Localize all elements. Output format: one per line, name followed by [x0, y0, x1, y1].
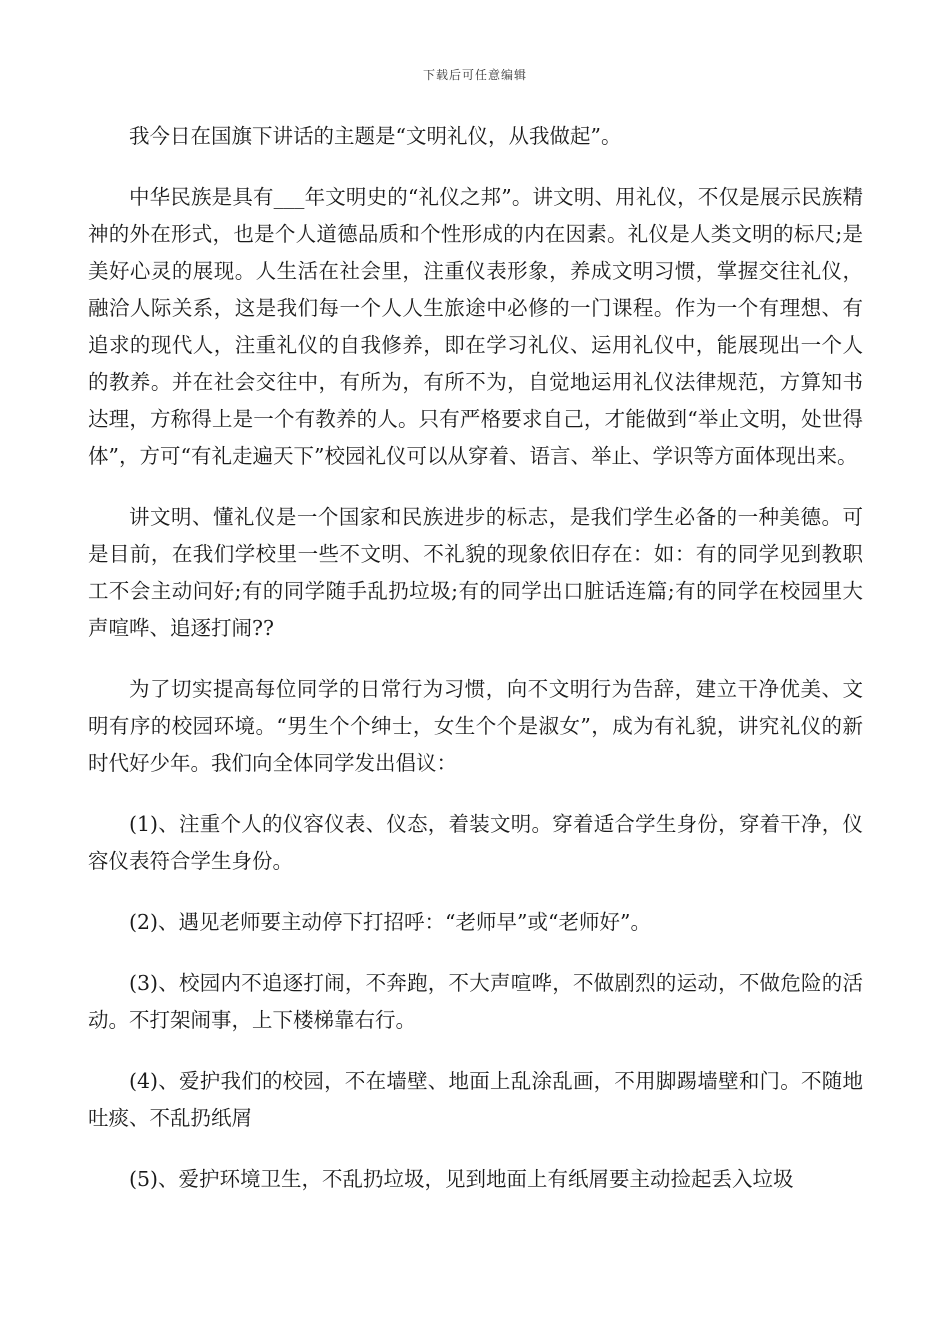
proposal-item-1: (1)、注重个人的仪容仪表、仪态，着装文明。穿着适合学生身份，穿着干净，仪容仪表符合学生身份。	[88, 812, 863, 873]
proposal-item-4: (4)、爱护我们的校园，不在墙壁、地面上乱涂乱画，不用脚踢墙壁和门。不随地吐痰、不乱扔纸屑	[88, 1069, 863, 1130]
paragraph-proposal-intro: 为了切实提高每位同学的日常行为习惯，向不文明行为告辞，建立干净优美、文明有序的校园环境。“男生个个绅士，女生个个是淑女”，成为有礼貌，讲究礼仪的新时代好少年。我们向全体同学发出倡议：	[88, 677, 863, 775]
proposal-item-3: (3)、校园内不追逐打闹，不奔跑，不大声喧哗，不做剧烈的运动，不做危险的活动。不打架闹事，上下楼梯靠右行。	[88, 971, 863, 1032]
paragraph-current-problems: 讲文明、懂礼仪是一个国家和民族进步的标志，是我们学生必备的一种美德。可是目前，在我们学校里一些不文明、不礼貌的现象依旧存在：如：有的同学见到教职工不会主动问好;有的同学随手乱扔垃圾;有的同学出口脏话连篇;有的同学在校园里大声喧哗、追逐打闹??	[88, 505, 863, 640]
paragraph-topic: 我今日在国旗下讲话的主题是“文明礼仪，从我做起”。	[129, 124, 622, 148]
proposal-item-2: (2)、遇见老师要主动停下打招呼：“老师早”或“老师好”。	[129, 910, 651, 934]
proposal-item-5: (5)、爱护环境卫生，不乱扔垃圾，见到地面上有纸屑要主动捡起丢入垃圾	[129, 1167, 794, 1191]
page-header: 下载后可任意编辑	[422, 68, 527, 82]
paragraph-etiquette-nation: 中华民族是具有___年文明史的“礼仪之邦”。讲文明、用礼仪，不仅是展示民族精神的外在形式，也是个人道德品质和个性形成的内在因素。礼仪是人类文明的标尺;是美好心灵的展现。人生活在社会里，注重仪表形象，养成文明习惯，掌握交往礼仪，融洽人际关系，这是我们每一个人人生旅途中必修的一门课程。作为一个有理想、有追求的现代人，注重礼仪的自我修养，即在学习礼仪、运用礼仪中，能展现出一个人的教养。并在社会交往中，有所为，有所不为，自觉地运用礼仪法律规范，方算知书达理，方称得上是一个有教养的人。只有严格要求自己，才能做到“举止文明，处世得体”，方可“有礼走遍天下”校园礼仪可以从穿着、语言、举止、学识等方面体现出来。	[88, 185, 863, 468]
document-body	[88, 118, 863, 1222]
